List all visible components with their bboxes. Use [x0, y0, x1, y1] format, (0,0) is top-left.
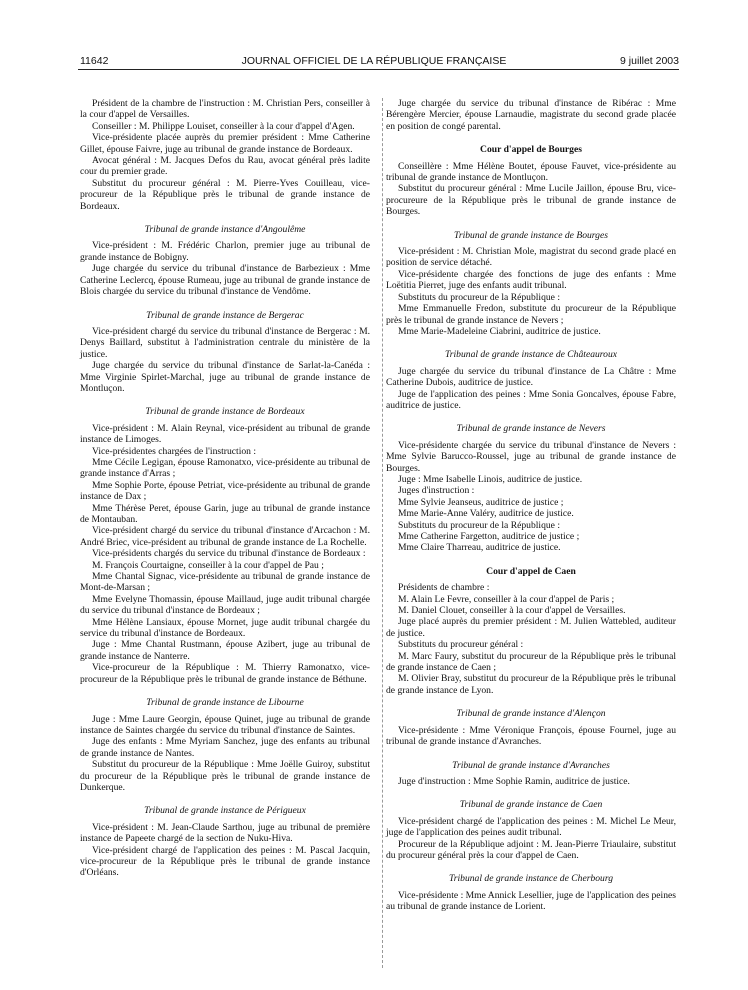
- paragraph: Président de la chambre de l'instruction : M. Christian Pers, conseiller à la cour d'appel de Versailles.: [80, 98, 370, 121]
- paragraph: Mme Chantal Signac, vice-présidente au tribunal de grande instance de Mont-de-Marsan ;: [80, 571, 370, 594]
- paragraph: Vice-président chargé de l'application des peines : M. Michel Le Meur, juge de l'application des peines audit tribunal.: [386, 815, 676, 839]
- paragraph: Avocat général : M. Jacques Defos du Rau, avocat général près ladite cour du premier grade.: [80, 155, 370, 178]
- right-column: [386, 98, 676, 913]
- paragraph: Juge placé auprès du premier président : M. Julien Wattebled, auditeur de justice.: [386, 616, 676, 639]
- paragraph: Substitut du procureur général : Mme Lucile Jaillon, épouse Bru, vice-procureure de la République près le tribunal de grande instance de Bourges.: [386, 183, 676, 218]
- paragraph: Vice-présidente : Mme Véronique François, épouse Fournel, juge au tribunal de grande instance d'Avranches.: [386, 724, 676, 748]
- paragraph: Vice-présidente : Mme Annick Lesellier, juge de l'application des peines au tribunal de grande instance de Lorient.: [386, 889, 676, 913]
- paragraph: Vice-président : M. Frédéric Charlon, premier juge au tribunal de grande instance de Bobigny.: [80, 240, 370, 263]
- paragraph: Juge : Mme Laure Georgin, épouse Quinet, juge au tribunal de grande instance de Saintes chargée du service du tribunal d'instance de Saintes.: [80, 713, 370, 736]
- section-heading: Tribunal de grande instance de Caen: [459, 799, 603, 811]
- paragraph: Présidents de chambre :: [398, 582, 490, 594]
- paragraph: Substitut du procureur de la République : Mme Joëlle Guiroy, substitut du procureur de la République près le tribunal de grande instance de Dunkerque.: [80, 759, 370, 793]
- paragraph: Vice-procureur de la République : M. Thierry Ramonatxo, vice-procureur de la République près le tribunal de grande instance de Béthune.: [80, 662, 370, 685]
- paragraph: Juges d'instruction :: [398, 485, 475, 497]
- paragraph: Mme Cécile Legigan, épouse Ramonatxo, vice-présidente au tribunal de grande instance d'Arras ;: [80, 456, 370, 480]
- section-heading: Tribunal de grande instance d'Alençon: [456, 708, 606, 720]
- paragraph: Juge chargée du service du tribunal d'instance de Sarlat-la-Canéda : Mme Virginie Spirlet-Marchal, juge au tribunal de grande instance de Montluçon.: [80, 360, 370, 394]
- paragraph: Juge chargée du service du tribunal d'instance de Ribérac : Mme Bérengère Mercier, épouse Larnaudie, magistrate du second grade placée en position de congé parental.: [386, 98, 676, 132]
- paragraph: M. Marc Faury, substitut du procureur de la République près le tribunal de grande instance de Caen ;: [386, 650, 676, 674]
- paragraph: M. Daniel Clouet, conseiller à la cour d'appel de Versailles.: [398, 605, 626, 617]
- paragraph: Substituts du procureur de la République :: [398, 519, 561, 531]
- left-column: [80, 98, 370, 879]
- paragraph: Mme Thérèse Peret, épouse Garin, juge au tribunal de grande instance de Montauban.: [80, 502, 370, 525]
- paragraph: Mme Catherine Fargetton, auditrice de justice ;: [398, 531, 580, 542]
- page-header: [0, 0, 748, 80]
- paragraph: Substituts du procureur de la République :: [398, 291, 561, 303]
- paragraph: Juge : Mme Isabelle Linois, auditrice de justice.: [398, 473, 583, 485]
- paragraph: Vice-présidents chargés du service du tribunal d'instance de Bordeaux :: [92, 548, 366, 560]
- paragraph: Procureur de la République adjoint : M. Jean-Pierre Triaulaire, substitut du procureur général près la cour d'appel de Caen.: [386, 838, 676, 861]
- paragraph: Substitut du procureur général : M. Pierre-Yves Couilleau, vice-procureur de la République près le tribunal de grande instance de Bordeaux.: [80, 177, 370, 212]
- paragraph: Substituts du procureur général :: [398, 639, 524, 651]
- header-rule: [78, 69, 679, 70]
- paragraph: Juge d'instruction : Mme Sophie Ramin, auditrice de justice.: [398, 775, 630, 787]
- paragraph: Mme Sophie Porte, épouse Petriat, vice-présidente au tribunal de grande instance de Dax ;: [80, 479, 370, 503]
- paragraph: M. Olivier Bray, substitut du procureur de la République près le tribunal de grande instance de Lyon.: [386, 673, 676, 696]
- paragraph: Mme Claire Tharreau, auditrice de justice.: [398, 542, 561, 554]
- paragraph: Juge chargée du service du tribunal d'instance de Barbezieux : Mme Catherine Leclercq, épouse Rumeau, juge au tribunal de grande instance de Blois chargée du service du tribunal d'instance de Vendôme.: [80, 263, 370, 298]
- paragraph: Vice-président chargé du service du tribunal d'instance d'Arcachon : M. André Briec, vice-président au tribunal de grande instance de La Rochelle.: [80, 525, 370, 548]
- paragraph: Vice-présidente chargée du service du tribunal d'instance de Nevers : Mme Sylvie Barucco-Roussel, juge au tribunal de grande instance de Bourges.: [386, 439, 676, 474]
- issue-date: 9 juillet 2003: [620, 55, 679, 67]
- paragraph: Mme Marie-Anne Valéry, auditrice de justice.: [398, 508, 574, 520]
- section-heading: Tribunal de grande instance de Libourne: [146, 697, 304, 709]
- paragraph: Mme Hélène Lansiaux, épouse Mornet, juge audit tribunal chargée du service du tribunal d'instance de Bordeaux.: [80, 616, 370, 640]
- paragraph: Mme Emmanuelle Fredon, substitute du procureur de la République près le tribunal de grande instance de Nevers ;: [386, 303, 676, 326]
- paragraph: Vice-président chargé du service du tribunal d'instance de Bergerac : M. Denys Baillard, substitut à l'administration centrale du ministère de la justice.: [80, 325, 370, 360]
- journal-title: JOURNAL OFFICIEL DE LA RÉPUBLIQUE FRANÇAISE: [241, 55, 507, 67]
- paragraph: Vice-présidente placée auprès du premier président : Mme Catherine Gillet, épouse Faivre, juge au tribunal de grande instance de Bordeaux.: [80, 132, 370, 155]
- paragraph: Vice-présidente chargée des fonctions de juge des enfants : Mme Loëtitia Pierret, juge des enfants audit tribunal.: [386, 268, 676, 292]
- paragraph: Conseiller : M. Philippe Louiset, conseiller à la cour d'appel d'Agen.: [92, 120, 355, 132]
- column-divider: [382, 98, 383, 968]
- paragraph: Vice-président : M. Jean-Claude Sarthou, juge au tribunal de première instance de Papeete chargé de la section de Nuku-Hiva.: [80, 821, 370, 845]
- section-heading: Tribunal de grande instance d'Avranches: [452, 759, 610, 771]
- paragraph: Juge chargée du service du tribunal d'instance de La Châtre : Mme Catherine Dubois, auditrice de justice.: [386, 365, 676, 389]
- section-heading: Tribunal de grande instance d'Angoulême: [144, 224, 306, 236]
- section-heading: Tribunal de grande instance de Cherbourg: [448, 873, 614, 885]
- paragraph: M. François Courtaigne, conseiller à la cour d'appel de Pau ;: [92, 559, 324, 571]
- section-heading: Tribunal de grande instance de Bourges: [454, 229, 608, 241]
- paragraph: Vice-présidentes chargées de l'instruction :: [92, 445, 257, 457]
- paragraph: Vice-président chargé de l'application des peines : M. Pascal Jacquin, vice-procureur de la République près le tribunal de grande instance d'Orléans.: [80, 844, 370, 879]
- court-heading: Cour d'appel de Caen: [486, 565, 576, 577]
- page-number: 11642: [80, 55, 109, 67]
- paragraph: Conseillère : Mme Hélène Boutet, épouse Fauvet, vice-présidente au tribunal de grande instance de Montluçon.: [386, 160, 676, 184]
- section-heading: Tribunal de grande instance de Bergerac: [146, 309, 304, 321]
- section-heading: Tribunal de grande instance de Nevers: [456, 423, 606, 435]
- paragraph: Vice-président : M. Alain Reynal, vice-président au tribunal de grande instance de Limoges.: [80, 422, 370, 446]
- paragraph: Mme Marie-Madeleine Ciabrini, auditrice de justice.: [398, 325, 601, 337]
- section-heading: Tribunal de grande instance de Châteauroux: [444, 349, 618, 361]
- paragraph: Juge de l'application des peines : Mme Sonia Goncalves, épouse Fabre, auditrice de justice.: [386, 388, 676, 411]
- section-heading: Tribunal de grande instance de Périgueux: [144, 805, 306, 817]
- paragraph: Mme Sylvie Jeanseus, auditrice de justice ;: [398, 496, 564, 508]
- section-heading: Tribunal de grande instance de Bordeaux: [145, 406, 305, 418]
- paragraph: M. Alain Le Fevre, conseiller à la cour d'appel de Paris ;: [398, 593, 615, 605]
- paragraph: Vice-président : M. Christian Mole, magistrat du second grade placé en position de service détaché.: [386, 246, 676, 269]
- paragraph: Juge des enfants : Mme Myriam Sanchez, juge des enfants au tribunal de grande instance de Nantes.: [80, 736, 370, 759]
- paragraph: Mme Evelyne Thomassin, épouse Maillaud, juge audit tribunal chargée du service du tribunal d'instance de Bordeaux ;: [80, 593, 370, 617]
- paragraph: Juge : Mme Chantal Rustmann, épouse Azibert, juge au tribunal de grande instance de Nanterre.: [80, 639, 370, 662]
- court-heading: Cour d'appel de Bourges: [480, 144, 582, 156]
